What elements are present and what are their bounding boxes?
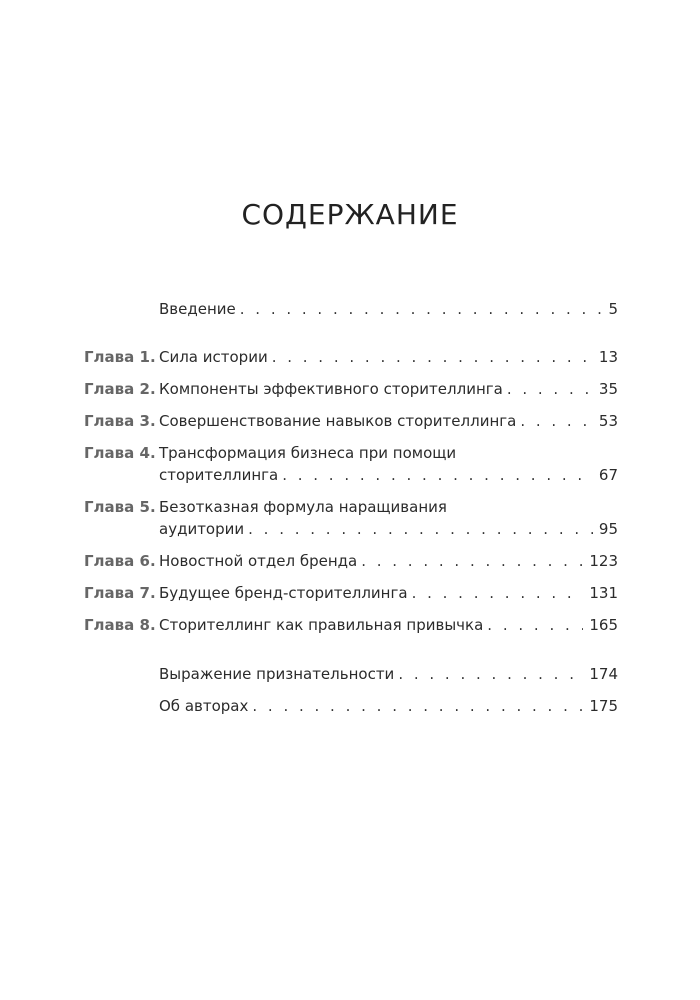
toc-page-number: 35 (598, 380, 618, 398)
toc-entry-chapter-6[interactable] (84, 550, 618, 572)
dot-leader (487, 614, 583, 636)
chapter-label: Глава 1. (84, 348, 156, 366)
toc-page-number: 95 (598, 520, 618, 538)
toc-page-number: 165 (589, 616, 618, 634)
toc-entry-title-line-2: сторителлинга (159, 466, 279, 484)
dot-leader (520, 410, 593, 432)
toc-entry-title-line-1: Трансформация бизнеса при помощи (159, 444, 457, 462)
toc-entry-title-line-1: Безотказная формула наращивания (159, 498, 447, 516)
toc-entry-chapter-2[interactable] (84, 378, 618, 400)
dot-leader (252, 695, 583, 717)
chapter-label: Глава 6. (84, 552, 156, 570)
chapter-label: Глава 8. (84, 616, 156, 634)
toc-page-number: 175 (589, 697, 618, 715)
toc-entry-title: Совершенствование навыков сторителлинга (159, 412, 517, 430)
toc-entry-chapter-8[interactable] (84, 614, 618, 636)
dot-leader (240, 298, 603, 320)
toc-entry-chapter-3[interactable] (84, 410, 618, 432)
toc-entry-title: Новостной отдел бренда (159, 552, 358, 570)
toc-entry-title: Об авторах (159, 697, 249, 715)
toc-page-number: 13 (598, 348, 618, 366)
dot-leader (412, 582, 584, 604)
chapter-label: Глава 2. (84, 380, 156, 398)
toc-entry-title-line-2: аудитории (159, 520, 245, 538)
dot-leader (398, 663, 583, 685)
toc-page-number: 174 (589, 665, 618, 683)
toc-entry-title: Сторителлинг как правильная привычка (159, 616, 484, 634)
dot-leader (248, 518, 593, 540)
chapter-label: Глава 3. (84, 412, 156, 430)
toc-page-number: 5 (608, 300, 618, 318)
toc-entry-title: Будущее бренд-сторителлинга (159, 584, 408, 602)
dot-leader (272, 346, 593, 368)
toc-page-number: 131 (589, 584, 618, 602)
toc-entry-chapter-7[interactable] (84, 582, 618, 604)
dot-leader (361, 550, 583, 572)
page-title: СОДЕРЖАНИЕ (241, 198, 459, 231)
toc-entry-title: Введение (159, 300, 236, 318)
toc-entry-chapter-5[interactable] (84, 496, 618, 540)
toc-page-number: 67 (598, 466, 618, 484)
dot-leader (282, 464, 593, 486)
chapter-label: Глава 4. (84, 444, 156, 462)
toc-entry-acknowledgements[interactable] (84, 663, 618, 685)
toc-page-number: 123 (589, 552, 618, 570)
dot-leader (507, 378, 593, 400)
chapter-label: Глава 5. (84, 498, 156, 516)
toc-entry-title: Выражение признательности (159, 665, 395, 683)
toc-entry-intro[interactable] (84, 298, 618, 320)
toc-entry-chapter-1[interactable] (84, 346, 618, 368)
toc-entry-title: Компоненты эффективного сторителлинга (159, 380, 503, 398)
toc-entry-about-authors[interactable] (84, 695, 618, 717)
toc-entry-title: Сила истории (159, 348, 268, 366)
toc-page-number: 53 (598, 412, 618, 430)
table-of-contents (84, 298, 618, 717)
chapter-label: Глава 7. (84, 584, 156, 602)
toc-entry-chapter-4[interactable] (84, 442, 618, 486)
